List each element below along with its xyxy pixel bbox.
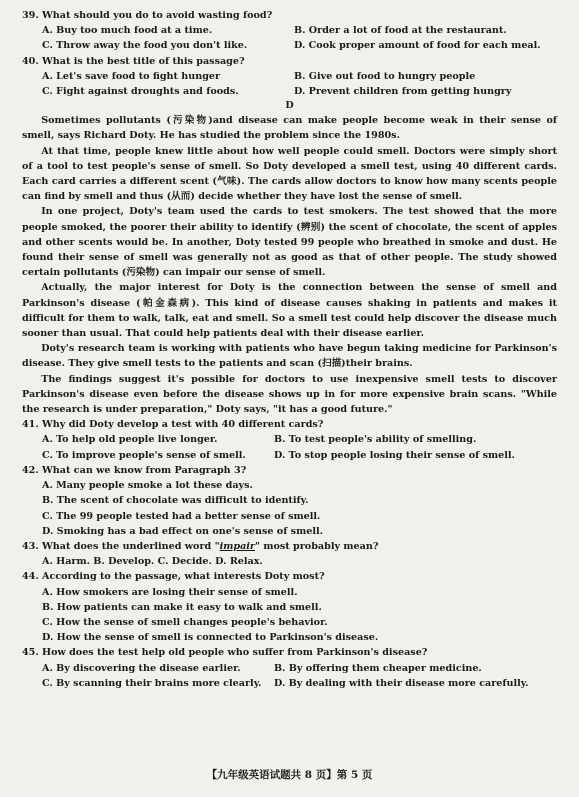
option-a: A. To help old people live longer. — [42, 434, 218, 446]
option-b: B. The scent of chocolate was difficult to identify. — [42, 495, 309, 507]
option-a: A. Many people smoke a lot these days. — [42, 480, 253, 492]
passage-paragraph-3: In one project, Doty's team used the cards to test smokers. The test showed that the more people smoked, the poorer their ability to identify (辨别) the scent of chocolate, the scent of apples and other scents would be. In another, Doty tested 99 people who breathed in smoke and dust. He found their sense of smell was generally not as good as that of other people. The study showed certain pollutants (污染物) can impair our sense of smell. — [22, 206, 557, 279]
question-39-options — [22, 23, 557, 53]
option-b: B. Order a lot of food at the restaurant. — [294, 25, 507, 37]
passage-paragraph-5: Doty's research team is working with patients who have begun taking medicine for Parkinson's disease. They give smell tests to the patients and scan (扫描)their brains. — [22, 343, 557, 370]
option-b: B. By offering them cheaper medicine. — [274, 662, 482, 674]
option-b: B. How patients can make it easy to walk and smell. — [42, 601, 322, 613]
option-d: D. Prevent children from getting hungry — [294, 86, 512, 98]
question-43-stem-end: " most probably mean? — [254, 540, 379, 552]
question-41: 41. Why did Doty develop a test with 40 different cards? — [22, 419, 324, 431]
option-line: A. Harm. B. Develop. C. Decide. D. Relax. — [42, 556, 263, 568]
option-d: D. Cook proper amount of food for each meal. — [294, 40, 541, 52]
underlined-word: impair — [219, 540, 255, 552]
option-d: D. How the sense of smell is connected to Parkinson's disease. — [42, 632, 379, 644]
option-b: B. Give out food to hungry people — [294, 70, 476, 82]
option-c: C. Throw away the food you don't like. — [42, 40, 248, 52]
question-40-options — [22, 69, 557, 99]
option-a: A. Buy too much food at a time. — [42, 25, 213, 37]
option-c: C. The 99 people tested had a better sense of smell. — [42, 510, 321, 522]
passage-paragraph-4: Actually, the major interest for Doty is the connection between the sense of smell and Parkinson's disease (帕金森病). This kind of disease causes shaking in patients and makes it difficult for them to walk, talk, eat and smell. So a smell test could help discover the disease much sooner than usual. That could help patients deal with their disease earlier. — [22, 282, 557, 340]
question-40: 40. What is the best title of this passage? — [22, 55, 245, 67]
passage-paragraph-6: The findings suggest it's possible for doctors to use inexpensive smell tests to discover Parkinson's disease even before the disease shows up in for more expensive brain scans. "While the research is under preparation," Doty says, "it has a good future." — [22, 373, 557, 416]
page-footer: 【九年级英语试题共 8 页】第 5 页 — [206, 768, 373, 781]
option-c: C. To improve people's sense of smell. — [42, 449, 246, 461]
question-45: 45. How does the test help old people who suffer from Parkinson's disease? — [22, 647, 428, 659]
passage-paragraph-1: Sometimes pollutants (污染物)and disease can make people become weak in their sense of smell, says Richard Doty. He has studied the problem since the 1980s. — [22, 115, 557, 142]
section-heading: D — [285, 100, 294, 112]
option-c: C. Fight against droughts and foods. — [42, 86, 239, 98]
option-a: A. By discovering the disease earlier. — [42, 662, 241, 674]
question-43 — [22, 539, 557, 554]
option-d: D. To stop people losing their sense of smell. — [274, 449, 515, 461]
question-42-options — [22, 478, 557, 539]
option-a: A. Let's save food to fight hunger — [42, 70, 221, 82]
option-b: B. To test people's ability of smelling. — [274, 434, 477, 446]
option-a: A. How smokers are losing their sense of smell. — [42, 586, 298, 598]
option-d: D. Smoking has a bad effect on one's sense of smell. — [42, 525, 323, 537]
question-44-options — [22, 585, 557, 646]
question-43-options — [22, 554, 557, 569]
question-43-stem-start: 43. What does the underlined word " — [22, 540, 220, 552]
question-44: 44. According to the passage, what interests Doty most? — [22, 571, 325, 583]
question-42: 42. What can we know from Paragraph 3? — [22, 464, 247, 476]
option-d: D. By dealing with their disease more carefully. — [274, 677, 529, 689]
question-45-options — [22, 661, 557, 691]
option-c: C. How the sense of smell changes people's behavior. — [42, 616, 328, 628]
passage-paragraph-2: At that time, people knew little about how well people could smell. Doctors were simply short of a tool to test people's sense of smell. So Doty developed a smell test, using 40 different cards. Each card carries a different scent (气味). The cards allow doctors to know how many scents people can find by smell and thus (从而) decide whether they have lost the sense of smell. — [22, 145, 557, 203]
question-41-options — [22, 432, 557, 462]
question-39: 39. What should you do to avoid wasting food? — [22, 10, 273, 21]
option-c: C. By scanning their brains more clearly. — [42, 677, 262, 689]
